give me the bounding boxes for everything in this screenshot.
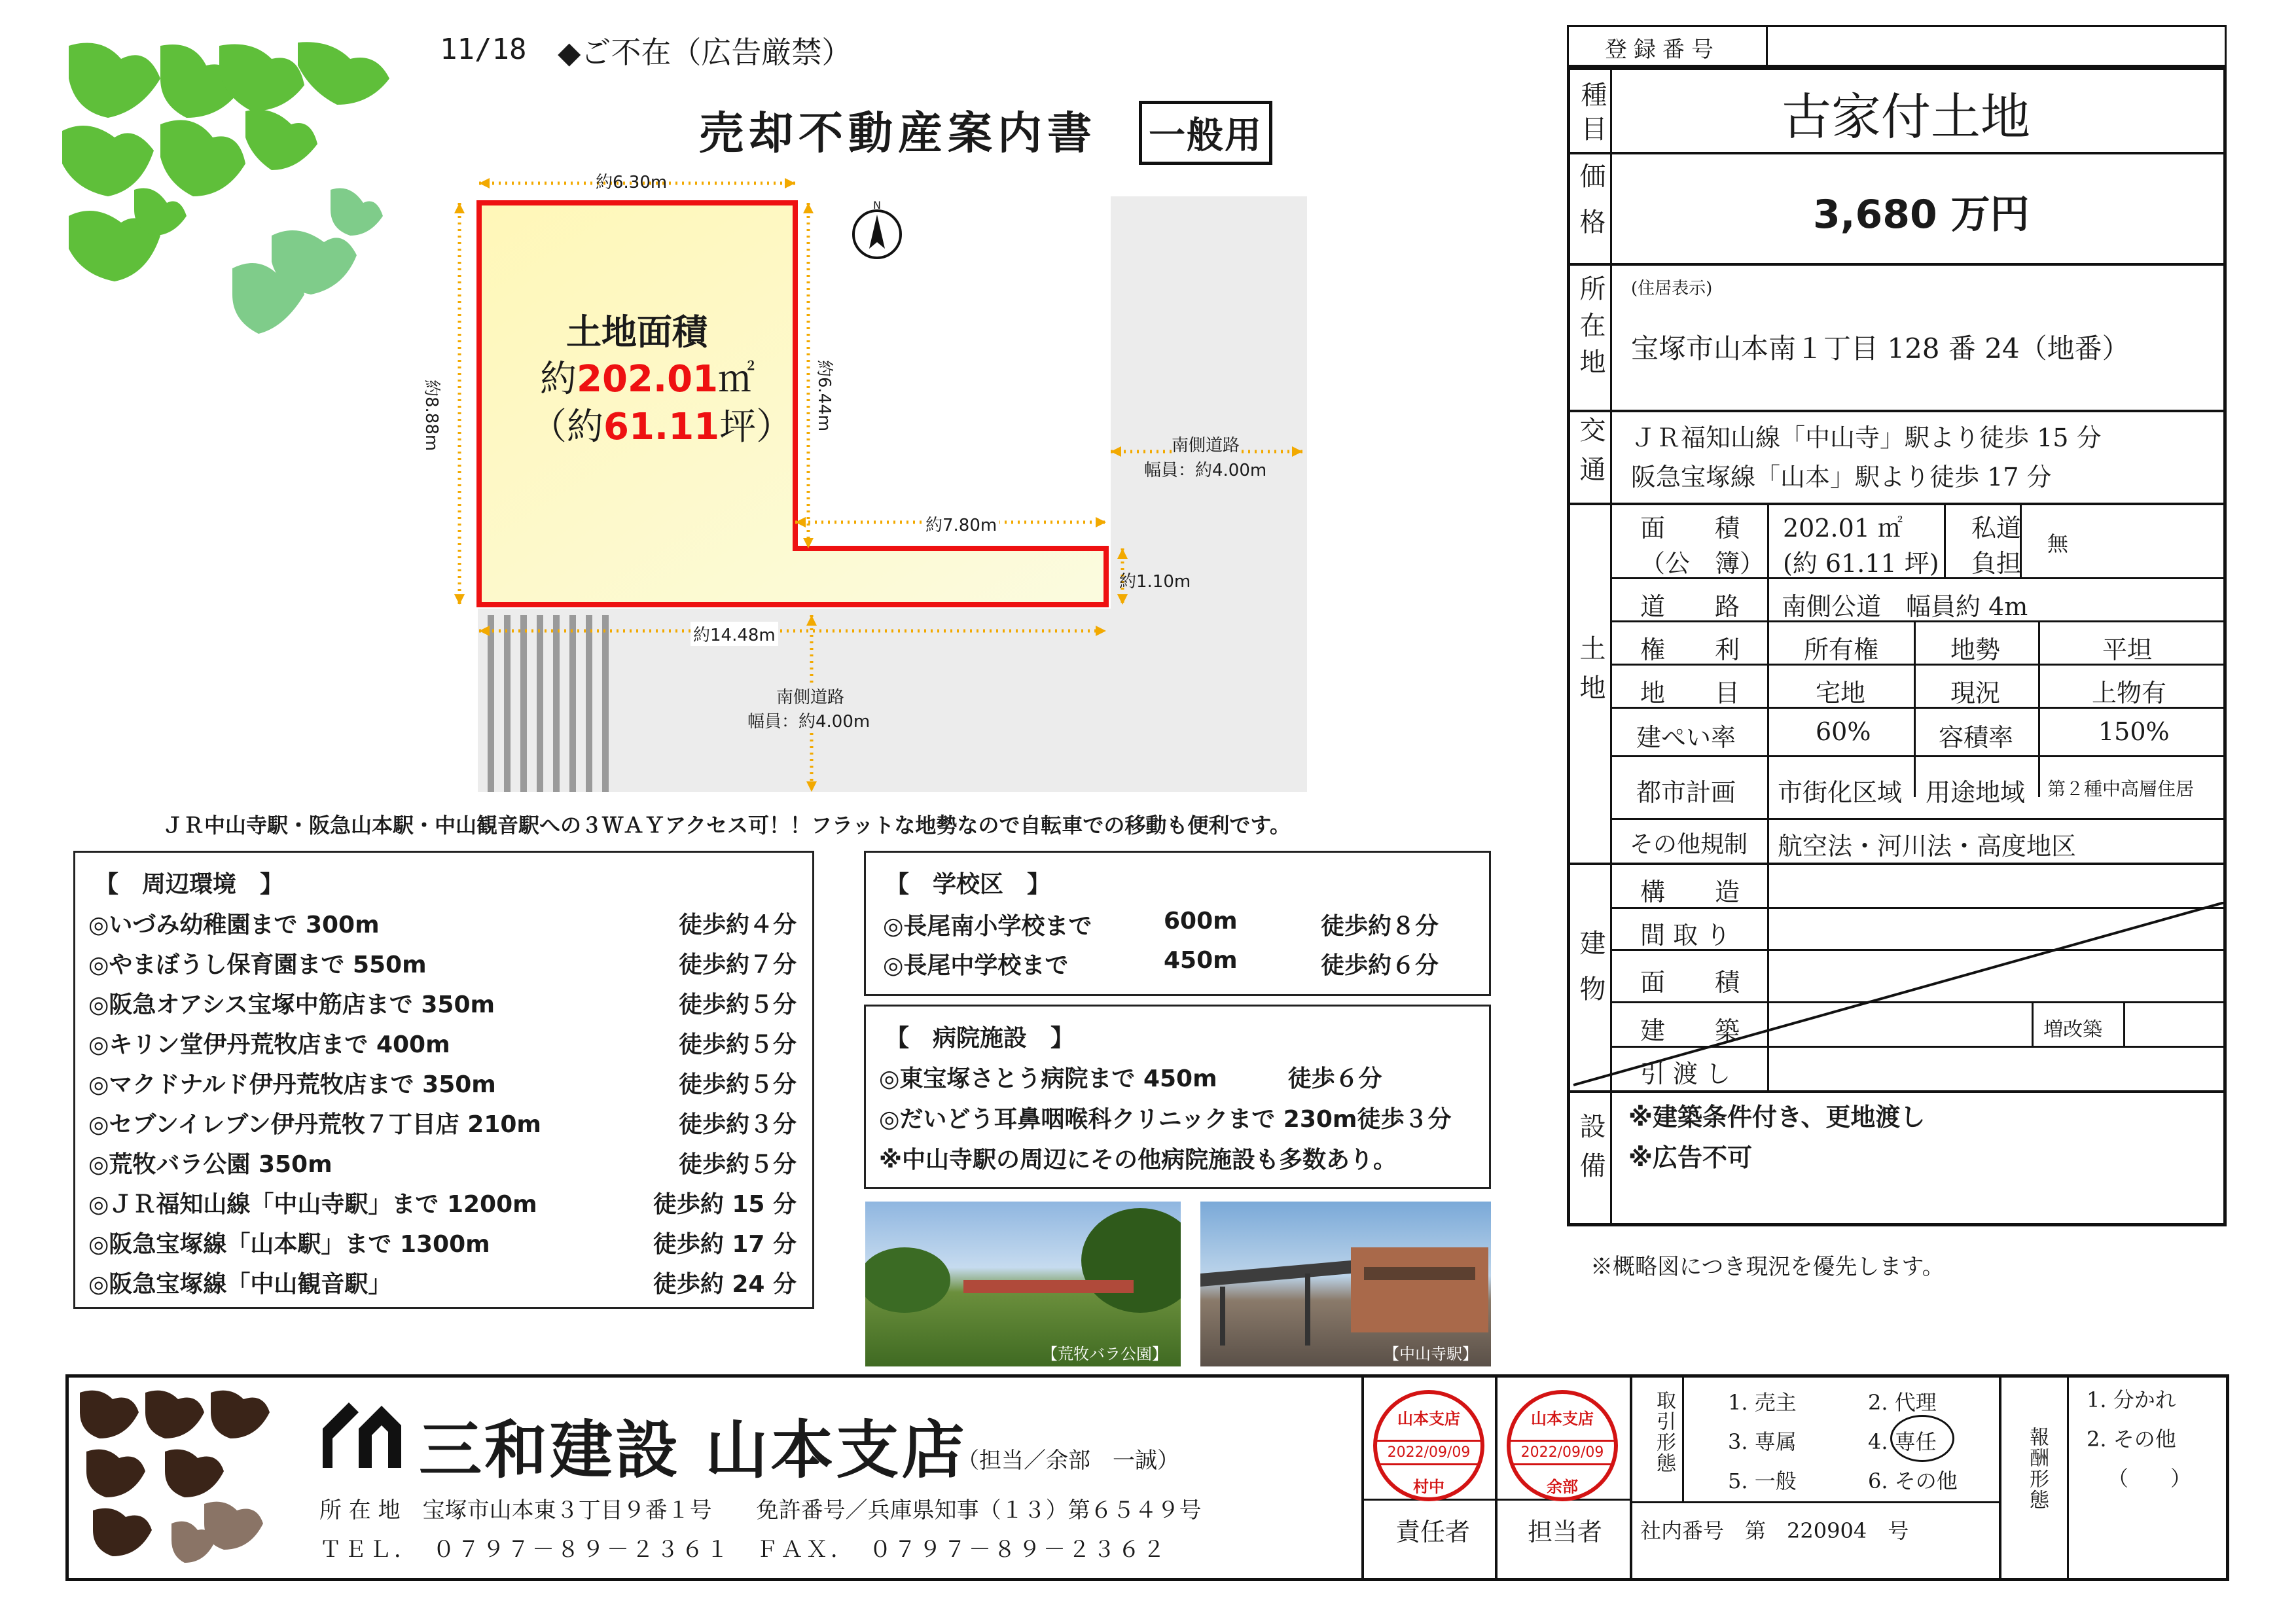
area-title: 土地面積: [566, 312, 708, 353]
zone-value: 第２種中高層住居: [2047, 778, 2195, 800]
private-road-value: 無: [2047, 531, 2069, 556]
land-area-value-2: (約 61.11 坪): [1783, 549, 1939, 578]
staff-label: （担当／余部 一誠）: [957, 1448, 1179, 1474]
equipment-note-1: ※建築条件付き、更地渡し: [1628, 1103, 1926, 1132]
surroundings-item-name: ◎やまぼうし保育園まで 550m: [88, 952, 427, 978]
hospital-item-3: ※中山寺駅の周辺にその他病院施設も多数あり。: [879, 1147, 1397, 1173]
brown-leaves-illustration: [73, 1386, 283, 1569]
deal-opt-6: 6. その他: [1868, 1469, 1958, 1493]
in-charge-label: 担当者: [1528, 1518, 1603, 1546]
school-time-1: 徒歩約８分: [1321, 913, 1439, 940]
layout-label: 間 取 り: [1640, 921, 1731, 950]
deal-opt-3: 3. 専属: [1728, 1429, 1797, 1454]
bcr-value: 60%: [1816, 717, 1871, 746]
surroundings-item-time: 徒歩約 17 分: [653, 1231, 797, 1258]
company-phone: ＴＥＬ． ０７９７－８９－２３６１ ＦＡＸ． ０７９７－８９－２３６２: [319, 1537, 1168, 1563]
hospital-item-2: ◎だいどう耳鼻咽喉科クリニックまで 230m徒歩３分: [879, 1106, 1452, 1133]
surroundings-item-time: 徒歩約５分: [678, 991, 797, 1018]
stamp-responsible: [1373, 1390, 1484, 1501]
dim-small-height: 約1.10m: [1119, 572, 1191, 592]
school-title: 【 学校区 】: [886, 871, 1051, 898]
deal-form-label: 取引形態: [1653, 1390, 1676, 1474]
deal-opt-4: 4. 専任: [1868, 1429, 1937, 1454]
surroundings-item-time: 徒歩約７分: [678, 952, 797, 978]
traffic-line-1: ＪＲ福知山線「中山寺」駅より徒歩 15 分: [1631, 423, 2102, 452]
building-label: 建物: [1575, 929, 1605, 1021]
land-area-value-1: 202.01 ㎡: [1783, 514, 1903, 543]
school-box: [864, 851, 1491, 996]
dim-height-inner: 約6.44m: [814, 360, 834, 432]
category-value: 宅地: [1816, 679, 1866, 707]
deal-opt-2: 2. 代理: [1868, 1390, 1937, 1415]
internal-number: [1640, 1514, 1909, 1544]
internal-number-suffix: 号: [1888, 1518, 1909, 1543]
type-value: 古家付土地: [1782, 88, 2030, 146]
school-time-2: 徒歩約６分: [1321, 952, 1439, 979]
rights-label: 権 利: [1640, 635, 1740, 664]
site-map: [422, 164, 1309, 792]
disclaimer: ※概略図につき現況を優先します。: [1590, 1254, 1945, 1280]
fee-opt-3: （ ）: [2108, 1466, 2192, 1491]
surroundings-title: 【 周辺環境 】: [95, 871, 284, 898]
dim-width-bottom: 約14.48m: [691, 622, 778, 646]
address-note: (住居表示): [1631, 279, 1713, 298]
badge-general: 一般用: [1139, 101, 1272, 165]
tagline: ＪＲ中山寺駅・阪急山本駅・中山観音駅への３ＷＡＹアクセス可！！フラットな地勢なので自転車での移動も便利です。: [162, 813, 1291, 838]
road-east-width: 幅員：約4.00m: [1144, 457, 1266, 481]
price-label: 価格: [1575, 162, 1605, 254]
school-name-1: ◎長尾南小学校まで: [883, 913, 1092, 940]
photo-park-caption: 【荒牧バラ公園】: [1042, 1345, 1168, 1363]
notice-label: ◆ご不在（広告厳禁）: [558, 35, 852, 70]
north-arrow-icon: [851, 203, 903, 262]
surroundings-item-name: ◎荒牧バラ公園 350m: [88, 1151, 332, 1178]
private-road-label-2: 負担: [1971, 549, 2022, 578]
hospital-box: [864, 1005, 1491, 1189]
area-value: 202.01: [577, 358, 719, 401]
surroundings-item-name: ◎阪急オアシス宝塚中筋店まで 350m: [88, 991, 495, 1018]
tsubo-prefix: （約: [530, 406, 603, 448]
surroundings-item-time: 徒歩約 24 分: [653, 1271, 797, 1298]
road-south-label: 南側道路: [776, 684, 844, 708]
type-label: 種目: [1577, 81, 1607, 149]
structure-label: 構 造: [1640, 878, 1740, 906]
tsubo-line: [530, 398, 793, 450]
equipment-note-2: ※広告不可: [1628, 1143, 1752, 1172]
city-plan-value: 市街化区域: [1778, 778, 1903, 807]
other-reg-label: その他規制: [1630, 831, 1748, 858]
surroundings-item-time: 徒歩約３分: [678, 1111, 797, 1138]
fee-opt-2: 2. その他: [2087, 1427, 2176, 1452]
traffic-line-2: 阪急宝塚線「山本」駅より徒歩 17 分: [1631, 463, 2052, 491]
stamp-responsible-branch: 山本支店: [1397, 1410, 1460, 1428]
other-reg-value: 航空法・河川法・高度地区: [1778, 832, 2077, 861]
surroundings-item-time: 徒歩約 15 分: [653, 1191, 797, 1218]
photo-park: [865, 1202, 1181, 1366]
deal-opt-5: 5. 一般: [1728, 1469, 1797, 1493]
private-road-label-1: 私道: [1971, 514, 2022, 543]
tsubo-value: 61.11: [603, 406, 720, 448]
stamp-responsible-date: 2022/09/09: [1377, 1440, 1480, 1465]
deal-opt-1: 1. 売主: [1728, 1390, 1797, 1415]
built-label: 建 築: [1640, 1016, 1740, 1045]
building-area-label: 面 積: [1640, 968, 1740, 997]
photo-station-caption: 【中山寺駅】: [1384, 1345, 1478, 1363]
ivy-leaves-illustration: [62, 39, 403, 353]
stamp-charge-branch: 山本支店: [1531, 1410, 1594, 1428]
reg-label: 登録番号: [1605, 37, 1720, 63]
surroundings-item-time: 徒歩約５分: [678, 1031, 797, 1058]
address-value: 宝塚市山本南１丁目 128 番 24（地番）: [1631, 332, 2130, 365]
tsubo-suffix: 坪）: [719, 406, 793, 448]
renovation-label: 増改築: [2043, 1018, 2102, 1041]
area-prefix: 約: [540, 358, 577, 401]
company-address: 所 在 地 宝塚市山本東３丁目９番１号 免許番号／兵庫県知事（１３）第６５４９号: [319, 1497, 1202, 1524]
internal-number-value: 220904: [1787, 1518, 1867, 1543]
surroundings-item-name: ◎キリン堂伊丹荒牧店まで 400m: [88, 1031, 450, 1058]
category-label: 地 目: [1640, 679, 1740, 707]
dim-height-left: 約8.88m: [422, 380, 441, 452]
surroundings-item-name: ◎いづみ幼稚園まで 300m: [88, 912, 380, 938]
company-logo-icon: [319, 1399, 404, 1471]
page-title: 売却不動産案内書: [699, 107, 1098, 160]
hospital-title: 【 病院施設 】: [886, 1025, 1075, 1052]
bcr-label: 建ぺい率: [1636, 723, 1736, 752]
fee-form-label: 報酬形態: [2026, 1427, 2049, 1510]
road-east-label: 南側道路: [1172, 432, 1240, 456]
north-label: N: [873, 199, 881, 211]
deal-selected-circle: [1890, 1415, 1954, 1462]
zone-label: 用途地域: [1926, 778, 2026, 807]
school-name-2: ◎長尾中学校まで: [883, 952, 1069, 979]
status-value: 上物有: [2092, 679, 2167, 707]
responsible-label: 責任者: [1395, 1518, 1471, 1546]
surroundings-item-name: ◎ＪＲ福知山線「中山寺駅」まで 1200m: [88, 1191, 537, 1218]
road-south-width: 幅員：約4.00m: [747, 708, 870, 732]
terrain-value: 平坦: [2102, 635, 2153, 664]
stamp-charge-date: 2022/09/09: [1511, 1440, 1614, 1465]
price-value: 3,680 万円: [1813, 192, 2030, 238]
dim-width-inner: 約7.80m: [923, 512, 999, 536]
far-value: 150%: [2098, 717, 2170, 746]
school-dist-1: 600m: [1164, 908, 1238, 935]
land-area-label-2: （公 簿）: [1640, 549, 1765, 578]
surroundings-item-name: ◎マクドナルド伊丹荒牧店まで 350m: [88, 1071, 496, 1098]
stamp-responsible-name: 村中: [1413, 1478, 1444, 1496]
road-value: 南側公道 幅員約 4m: [1782, 592, 2028, 621]
school-dist-2: 450m: [1164, 947, 1238, 974]
surroundings-item-name: ◎阪急宝塚線「中山観音駅」: [88, 1271, 392, 1298]
city-plan-label: 都市計画: [1636, 778, 1736, 807]
company-name: 三和建設 山本支店: [419, 1414, 967, 1487]
surroundings-item-time: 徒歩約４分: [678, 912, 797, 938]
area-unit: ㎡: [718, 358, 755, 401]
internal-number-label: 社内番号 第: [1640, 1518, 1767, 1543]
surroundings-item-name: ◎セブンイレブン伊丹荒牧７丁目店 210m: [88, 1111, 541, 1138]
terrain-label: 地勢: [1950, 635, 2001, 664]
stamp-in-charge: [1507, 1390, 1618, 1501]
far-label: 容積率: [1939, 723, 2014, 752]
traffic-label: 交通: [1575, 416, 1605, 495]
fee-opt-1: 1. 分かれ: [2087, 1387, 2176, 1412]
handover-label: 引 渡 し: [1640, 1060, 1731, 1088]
surroundings-box: [73, 851, 814, 1309]
status-label: 現況: [1950, 679, 2001, 707]
surroundings-item-time: 徒歩約５分: [678, 1151, 797, 1178]
area-line: [540, 350, 755, 402]
surroundings-item-name: ◎阪急宝塚線「山本駅」まで 1300m: [88, 1231, 490, 1258]
land-label: 土地: [1575, 635, 1605, 713]
equipment-label: 設備: [1575, 1113, 1605, 1191]
date-label: 11/18: [440, 33, 527, 66]
stamp-charge-name: 余部: [1547, 1478, 1578, 1496]
land-area-label-1: 面 積: [1640, 514, 1740, 543]
photo-station: [1200, 1202, 1491, 1366]
dim-width-top: 約6.30m: [596, 173, 668, 192]
surroundings-item-time: 徒歩約５分: [678, 1071, 797, 1098]
road-label: 道 路: [1640, 592, 1740, 621]
rights-value: 所有権: [1804, 635, 1879, 664]
address-label: 所在地: [1575, 275, 1605, 385]
hospital-item-1: ◎東宝塚さとう病院まで 450m 徒歩６分: [879, 1065, 1382, 1092]
